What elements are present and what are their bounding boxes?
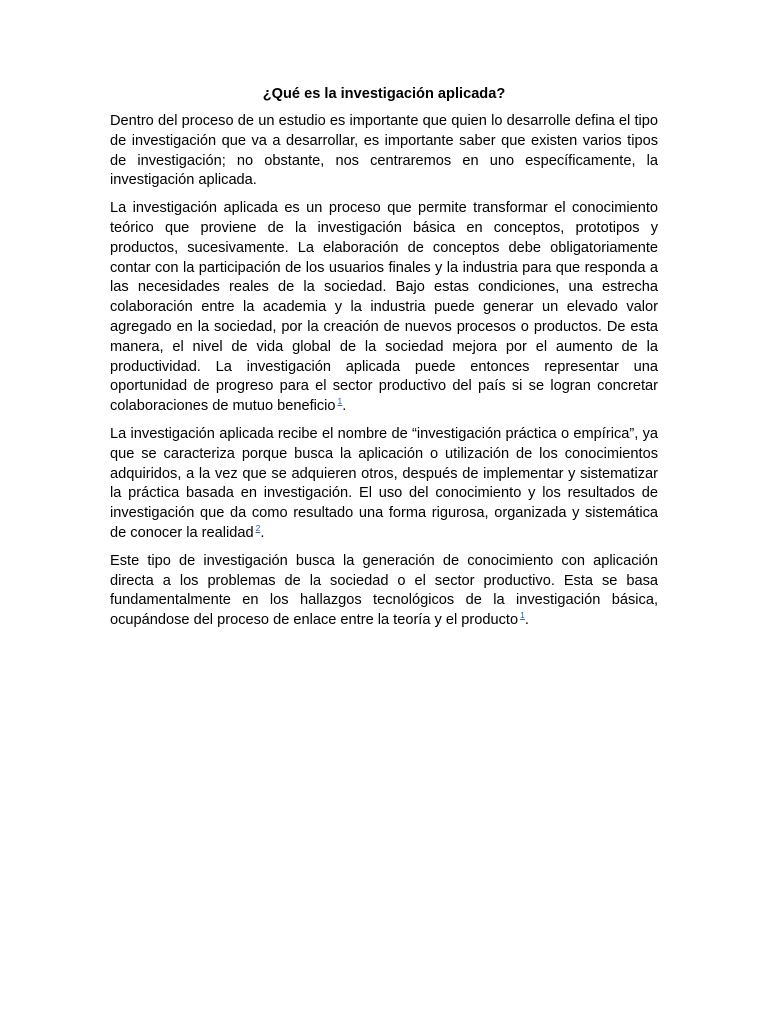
footnote-ref-1-again[interactable]: 1 — [520, 610, 525, 621]
paragraph-4 — [110, 552, 658, 631]
paragraph-2-end: . — [342, 398, 347, 415]
document-page — [110, 84, 658, 639]
paragraph-2-text: La investigación aplicada es un proceso que permite transformar el conocimiento teórico que proviene de la investigación básica en conceptos, prototipos y productos, sucesivamente. La elaboración de conceptos debe obligatoriamente contar con la participación de los usuarios finales y la industria para que responda a las necesidades reales de la sociedad. Bajo estas condiciones, una estrecha colaboración entre la academia y la industria puede generar un elevado valor agregado en la sociedad, por la creación de nuevos procesos o productos. De esta manera, el nivel de vida global de la sociedad mejora por el aumento de la productividad. La investigación aplicada puede entonces representar una oportunidad de progreso para el sector productivo del país si se logran concretar colaboraciones de mutuo beneficio — [110, 200, 658, 415]
paragraph-2 — [110, 199, 658, 417]
paragraph-1 — [110, 112, 658, 191]
paragraph-3 — [110, 425, 658, 544]
footnote-ref-1[interactable]: 1 — [337, 396, 343, 407]
paragraph-1-text: Dentro del proceso de un estudio es importante que quien lo desarrolle defina el tipo de investigación que va a desarrollar, es importante saber que existen varios tipos de investigación; no obstante, nos centraremos en uno específicamente, la investigación aplicada. — [110, 113, 658, 189]
paragraph-3-end: . — [260, 524, 265, 541]
document-title: ¿Qué es la investigación aplicada? — [262, 86, 506, 102]
paragraph-3-text: La investigación aplicada recibe el nombre de “investigación práctica o empírica”, ya que se caracteriza porque busca la aplicación o utilización de los conocimientos adquiridos, a la vez que se adquieren otros, después de implementar y sistematizar la práctica basada en investigación. El uso del conocimiento y los resultados de investigación que da como resultado una forma rigurosa, organizada y sistemática de conocer la realidad — [110, 425, 658, 541]
paragraph-4-text: Este tipo de investigación busca la generación de conocimiento con aplicación directa a los problemas de la sociedad o el sector productivo. Esta se basa fundamentalmente en los hallazgos tecnológicos de la investigación básica, ocupándose del proceso de enlace entre la teoría y el producto — [110, 552, 658, 629]
footnote-ref-2[interactable]: 2 — [255, 523, 261, 534]
paragraph-4-end: . — [524, 612, 529, 629]
